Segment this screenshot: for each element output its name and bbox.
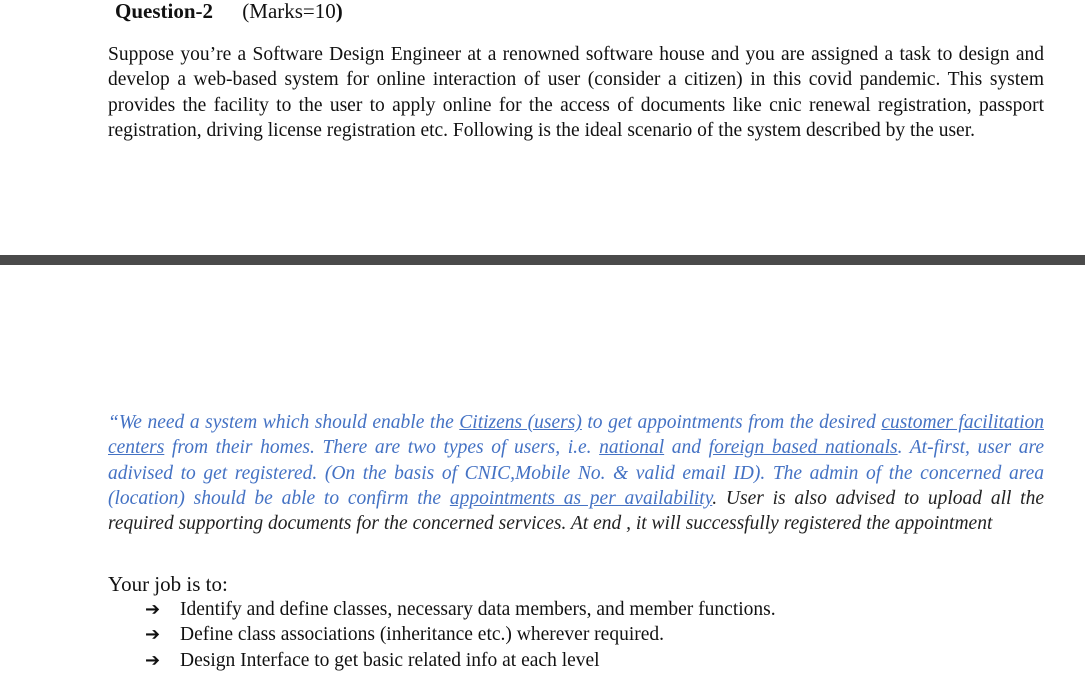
question-heading [115,0,343,24]
quote-text-4: and [664,437,709,459]
arrow-right-icon: ➔ [145,599,161,620]
quote-text-5: . At-first, user are adivised to get registered. (On the basis of CNIC,Mobile No. & valid email ID). The admin of the concerned area (location) should be able to confirm the [108,437,1044,509]
list-item [145,622,776,647]
list-item [145,597,776,622]
task-list [145,597,776,673]
job-label: Your job is to: [108,572,228,596]
arrow-right-icon: ➔ [145,649,161,671]
task-text: Define class associations (inheritance etc.) wherever required. [180,624,665,646]
quote-text-1: “We need a system which should enable the [108,412,460,433]
document-page-top [0,0,1085,255]
quote-link-foreign[interactable]: foreign based nationals [708,437,898,459]
intro-paragraph: Suppose you’re a Software Design Engineer at a renowned software house and you are assigned a task to design and develop a web-based system for online interaction of user (consider a citizen) in this covid pandemic. This system provides the facility to the user to apply online for the access of documents like cnic renewal registration, passport registration, driving license registration etc. Following is the ideal scenario of the system described by the user. [108,44,1044,141]
quote-link-citizens[interactable]: Citizens (users) [459,412,582,433]
scenario-quote [108,410,1044,536]
arrow-right-icon: ➔ [145,624,161,646]
quote-text-2: to get appointments from the desired [581,412,882,433]
question-label: Question-2 [115,0,214,23]
task-text: Design Interface to get basic related info at each level [180,649,600,671]
page-divider [0,255,1085,265]
marks-open-paren: ( [242,0,250,23]
marks-close-paren: ) [335,0,343,23]
quote-text-6: . User is also advised to upload all the required supporting documents for the concerned services. At end , it will successfully registered the appointment [108,487,1044,535]
quote-link-centers[interactable]: customer facilitation centers [108,412,1044,459]
marks-text: Marks=10 [249,0,336,23]
quote-text-3: from their homes. There are two types of users, i.e. [164,437,600,459]
list-item [145,648,776,673]
marks-label [242,0,343,23]
task-text: Identify and define classes, necessary data members, and member functions. [180,599,776,620]
quote-link-national[interactable]: national [599,437,665,459]
quote-link-appointments[interactable]: appointments as per availability [449,487,713,509]
